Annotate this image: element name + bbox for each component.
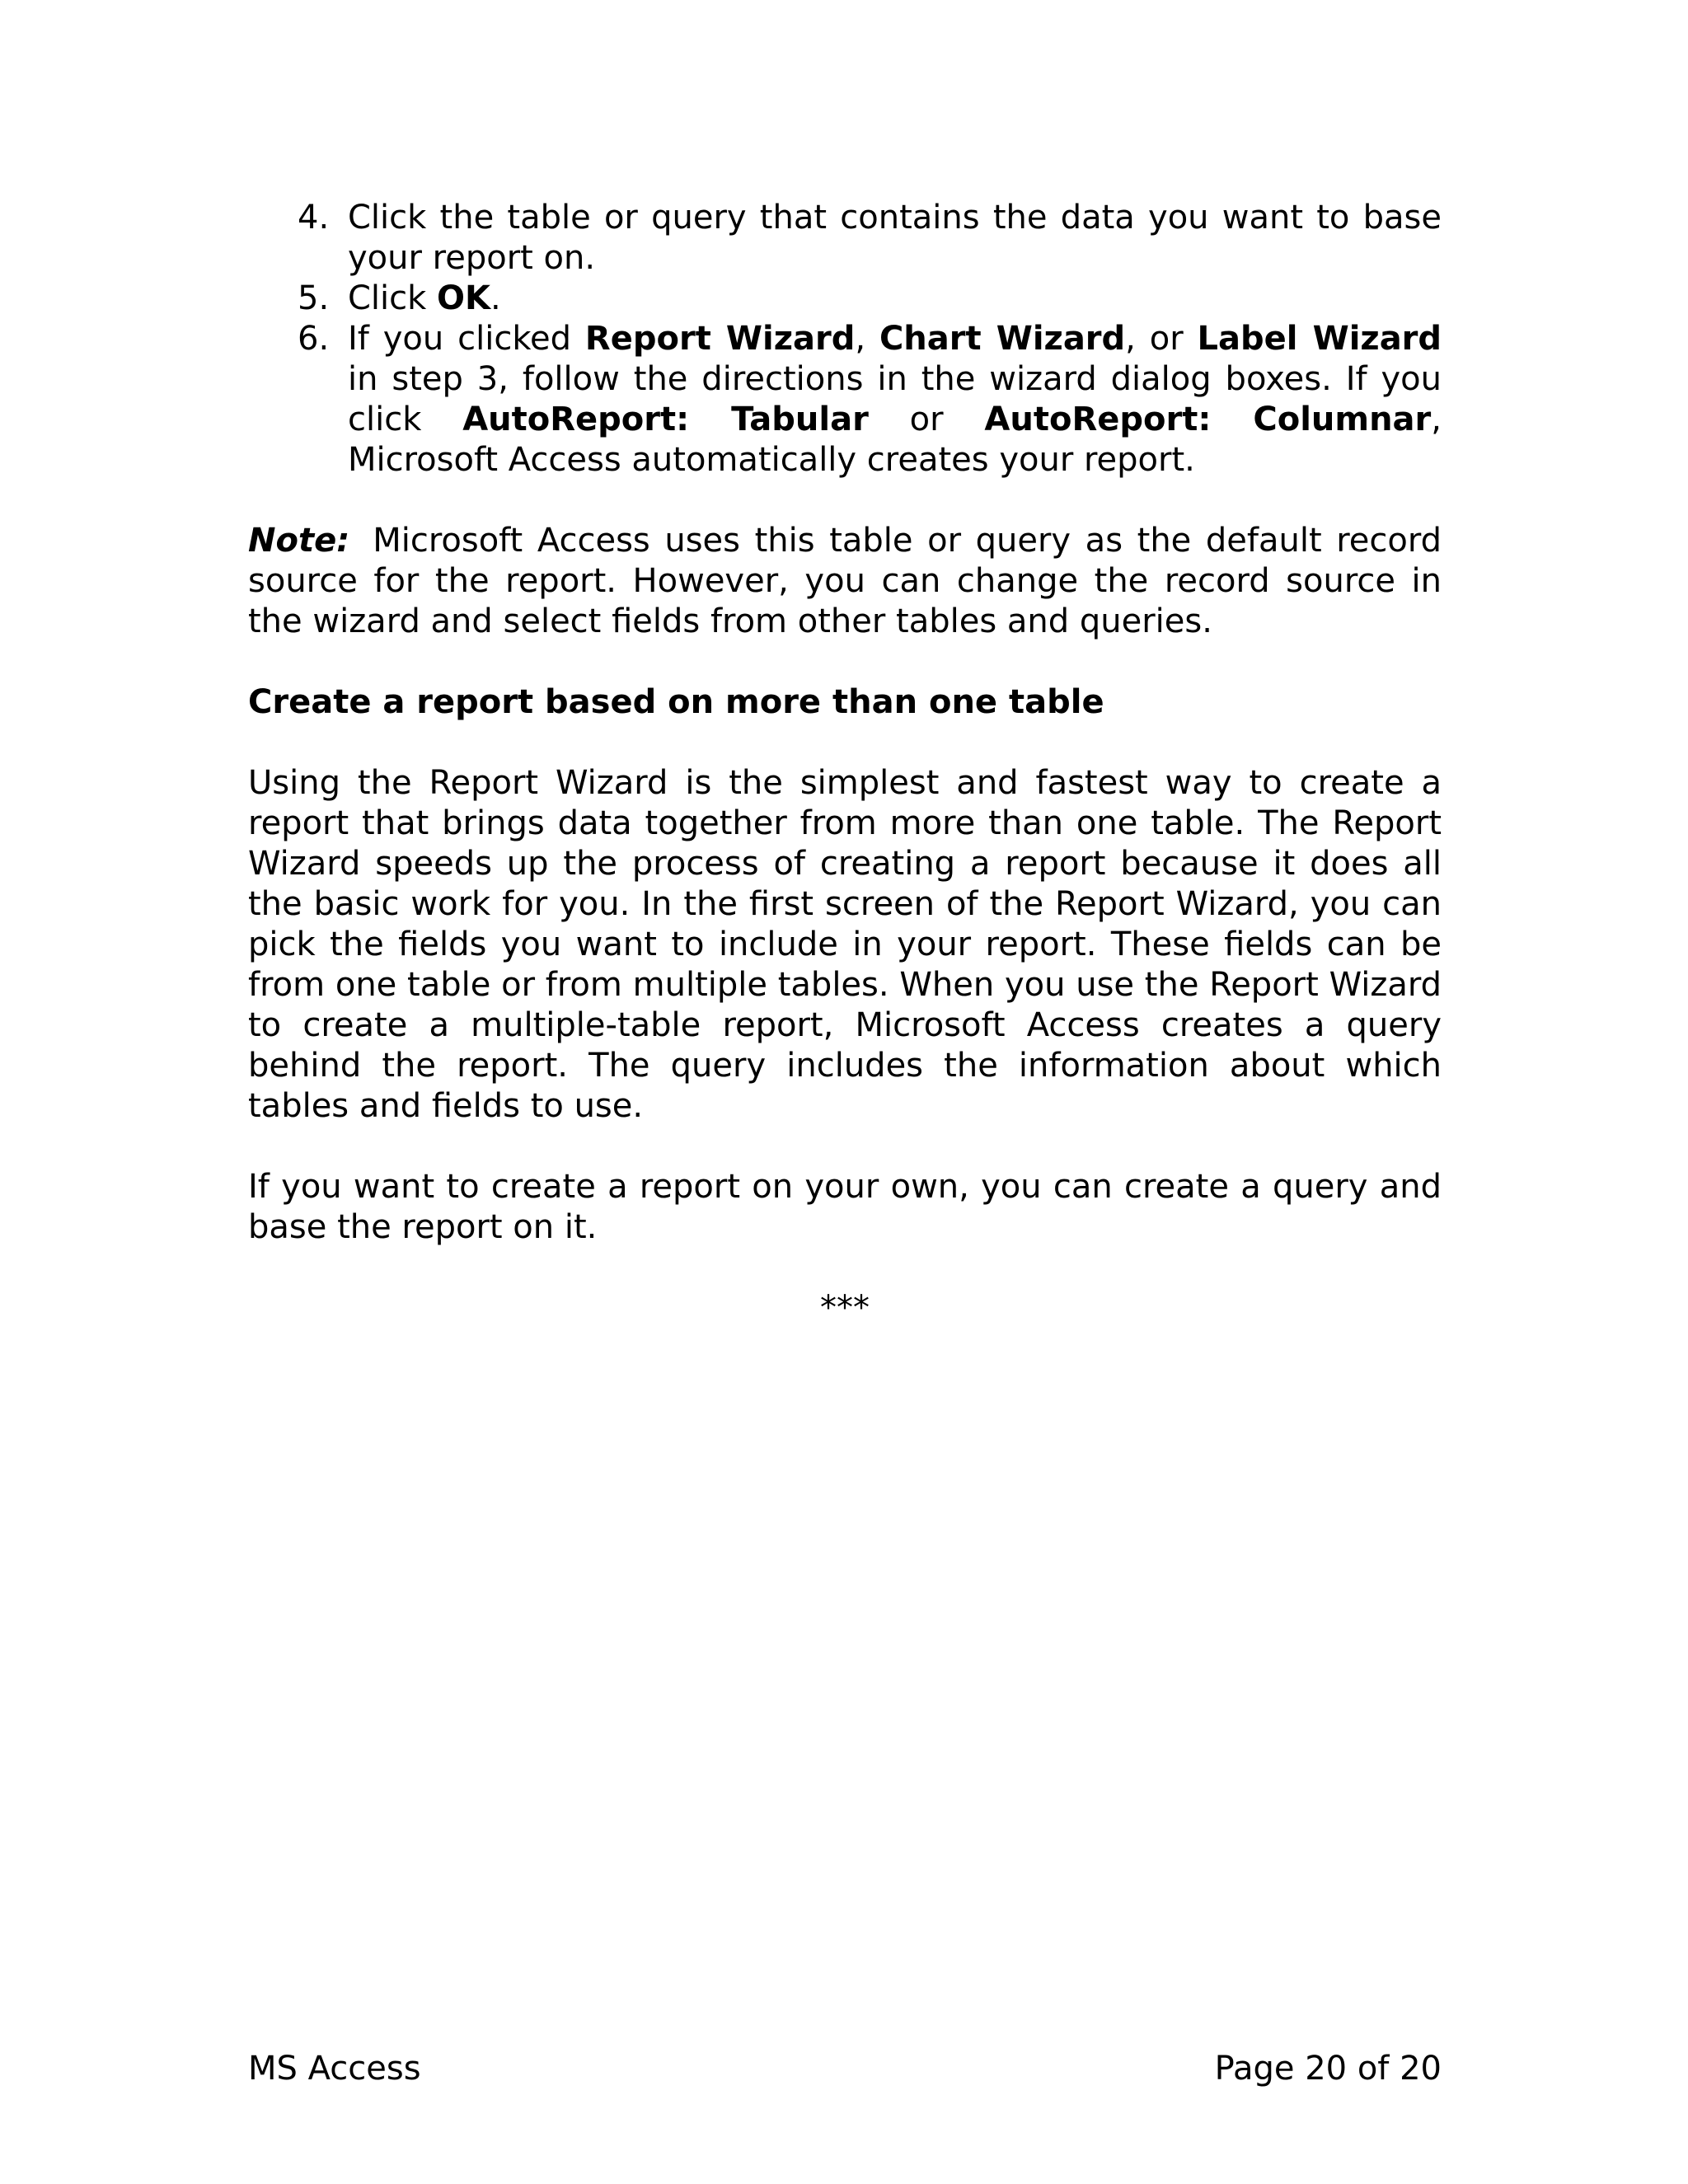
body-paragraph-2: If you want to create a report on your own, you can create a query and base the report on it. [248, 1168, 1442, 1246]
step-item-4 [248, 198, 1442, 279]
body-paragraph-1: Using the Report Wizard is the simplest and fastest way to create a report that brings data together from more than one table. The Report Wizard speeds up the process of creating a report because it does all the basic work for you. In the first screen of the Report Wizard, you can pick the fields you want to include in your report. These fields can be from one table or from multiple tables. When you use the Report Wizard to create a multiple-table report, Microsoft Access creates a query behind the report. The query includes the information about which tables and fields to use. [248, 764, 1442, 1125]
step-text-run: If you clicked [348, 320, 585, 358]
autoreport-tabular-term: AutoReport: Tabular [462, 401, 869, 438]
page-number: Page 20 of 20 [1214, 2050, 1442, 2088]
label-wizard-term: Label Wizard [1197, 320, 1442, 358]
step-number: 6. [298, 320, 330, 358]
section-separator: *** [820, 1289, 870, 1327]
step-text-run: Click the table or query that contains the data you want to base your report on. [348, 199, 1442, 277]
step-number: 4. [298, 199, 330, 237]
step-text-run: , or [1125, 320, 1198, 358]
step-text-run: or [868, 401, 985, 438]
step-item-6 [248, 319, 1442, 480]
section-heading: Create a report based on more than one table [248, 683, 1104, 721]
step-text [348, 279, 501, 317]
autoreport-columnar-term: AutoReport: Columnar [984, 401, 1432, 438]
step-text [348, 320, 1442, 479]
step-item-5 [248, 279, 1442, 319]
note-text: Microsoft Access uses this table or query as the default record source for the report. However, you can change the record source in the wizard and select fields from other tables and queries. [248, 522, 1442, 640]
chart-wizard-term: Chart Wizard [879, 320, 1126, 358]
note-label: Note: [248, 522, 350, 560]
step-text [348, 199, 1442, 277]
ok-term: OK [437, 279, 491, 317]
note-paragraph [248, 521, 1442, 642]
page-footer [248, 2049, 1442, 2089]
step-text-run: Click [348, 279, 438, 317]
document-body [248, 198, 1442, 1329]
step-text-run: in step 3, follow the directions in the wizard dialog boxes. If you click [348, 360, 1442, 438]
footer-title: MS Access [248, 2050, 421, 2088]
steps-list [248, 198, 1442, 480]
report-wizard-term: Report Wizard [584, 320, 856, 358]
step-number: 5. [298, 279, 330, 317]
step-text-run: , Microsoft Access automatically creates your report. [348, 401, 1442, 479]
step-text-run: , [855, 320, 879, 358]
step-text-run: . [490, 279, 501, 317]
